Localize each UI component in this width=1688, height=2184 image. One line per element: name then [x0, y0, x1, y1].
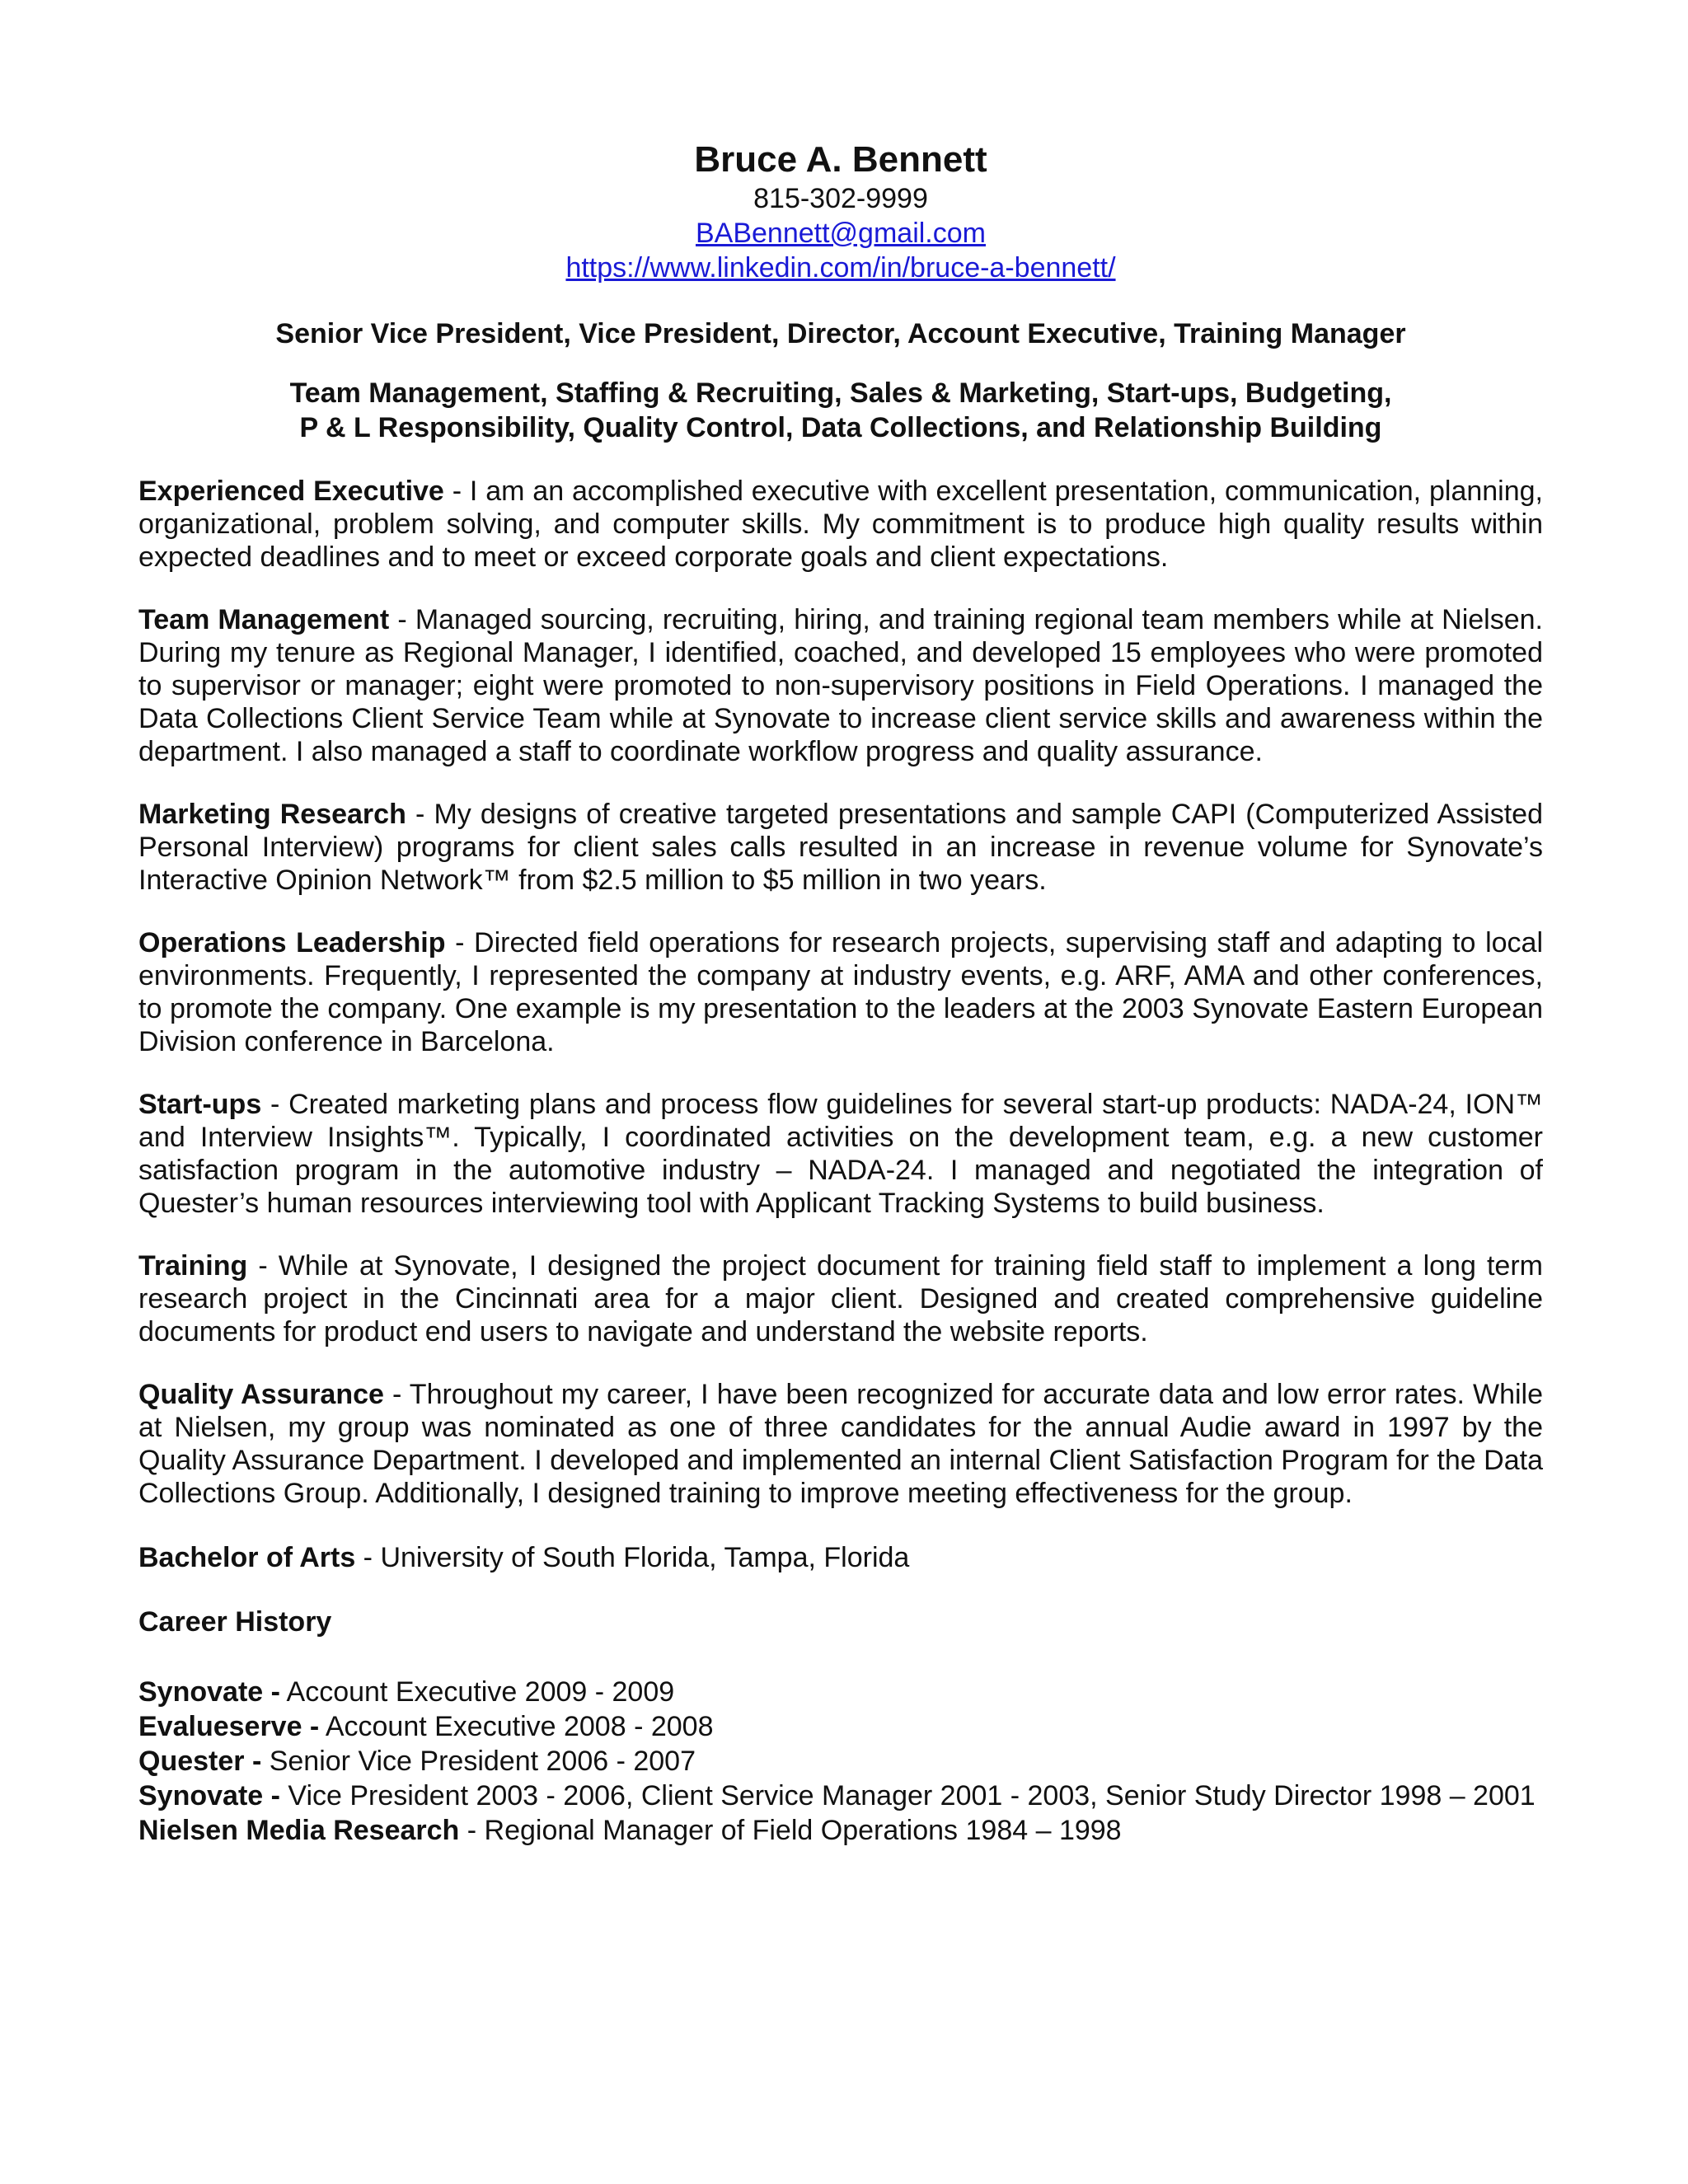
skills-summary — [138, 376, 1543, 445]
section-text: - My designs of creative targeted presentations and sample CAPI (Computerized Assisted Personal Interview) programs for client sales calls resulted in an increase in revenue volume for Synovate’s Interactive Opinion Network™ from $2.5 million to $5 million in two years. — [138, 799, 1543, 896]
career-history-list — [138, 1675, 1543, 1848]
section-heading: Training — [138, 1250, 248, 1282]
section-text: - Throughout my career, I have been recognized for accurate data and low error rates. While at Nielsen, my group was nominated as one of three candidates for the annual Audie award in 1997 by the Quality Assurance Department. I developed and implemented an internal Client Satisfaction Program for the Data Collections Group. Additionally, I designed training to improve meeting effectiveness for the group. — [138, 1379, 1543, 1509]
section-text: - I am an accomplished executive with excellent presentation, communication, planning, organizational, problem solving, and computer skills. My commitment is to produce high quality results within expected deadlines and to meet or exceed corporate goals and client expectations. — [138, 476, 1544, 573]
education-heading: Bachelor of Arts — [138, 1542, 356, 1573]
section-heading: Experienced Executive — [138, 476, 444, 507]
career-entry — [138, 1813, 1543, 1848]
section-heading: Marketing Research — [138, 799, 406, 830]
career-entry — [138, 1675, 1543, 1709]
career-history-heading: Career History — [138, 1606, 332, 1638]
career-company: Nielsen Media Research — [138, 1815, 460, 1846]
career-details: Vice President 2003 - 2006, Client Service Manager 2001 - 2003, Senior Study Director 1998 – 2001 — [279, 1780, 1536, 1811]
section-text: - Managed sourcing, recruiting, hiring, and training regional team members while at Nielsen. During my tenure as Regional Manager, I identified, coached, and developed 15 employees who were promoted to supervisor or manager; eight were promoted to non-supervisory positions in Field Operations. I managed the Data Collections Client Service Team while at Synovate to increase client service skills and awareness within the department. I also managed a staff to coordinate workflow progress and quality assurance. — [138, 604, 1543, 767]
career-company: Quester - — [138, 1746, 262, 1777]
career-entry — [138, 1779, 1543, 1813]
section-team-management — [138, 603, 1543, 768]
section-quality-assurance — [138, 1378, 1543, 1510]
section-heading: Start-ups — [138, 1089, 262, 1120]
skills-line-2: P & L Responsibility, Quality Control, Data Collections, and Relationship Building — [299, 412, 1382, 443]
candidate-name: Bruce A. Bennett — [694, 139, 987, 180]
section-experienced-executive — [138, 475, 1543, 574]
career-company: Synovate - — [138, 1780, 280, 1811]
career-entry — [138, 1744, 1543, 1779]
career-entry — [138, 1709, 1543, 1744]
section-training — [138, 1249, 1543, 1348]
career-company: Evalueserve - — [138, 1711, 320, 1742]
section-heading: Quality Assurance — [138, 1379, 384, 1410]
section-operations-leadership — [138, 926, 1543, 1058]
career-details: Account Executive 2009 - 2009 — [279, 1676, 675, 1708]
phone-number: 815-302-9999 — [753, 183, 928, 214]
section-marketing-research — [138, 798, 1543, 897]
career-company: Synovate - — [138, 1676, 280, 1708]
section-heading: Team Management — [138, 604, 390, 635]
education-text: - University of South Florida, Tampa, Florida — [355, 1542, 910, 1573]
section-heading: Operations Leadership — [138, 927, 446, 958]
section-text: - Created marketing plans and process flow guidelines for several start-up products: NADA-24, ION™ and Interview Insights™. Typically, I coordinated activities on the development team, e.g. a new customer satisfaction program in the automotive industry – NADA-24. I managed and negotiated the integration of Quester’s human resources interviewing tool with Applicant Tracking Systems to build business. — [138, 1089, 1543, 1219]
section-start-ups — [138, 1088, 1543, 1220]
resume-header — [138, 138, 1543, 285]
skills-line-1: Team Management, Staffing & Recruiting, Sales & Marketing, Start-ups, Budgeting, — [289, 377, 1392, 409]
target-titles: Senior Vice President, Vice President, Director, Account Executive, Training Manager — [275, 318, 1406, 349]
education — [138, 1541, 1543, 1574]
linkedin-link[interactable]: https://www.linkedin.com/in/bruce-a-bennett/ — [565, 252, 1116, 284]
career-details: - Regional Manager of Field Operations 1984 – 1998 — [459, 1815, 1122, 1846]
career-details: Account Executive 2008 - 2008 — [319, 1711, 714, 1742]
section-text: - While at Synovate, I designed the project document for training field staff to implement a long term research project in the Cincinnati area for a major client. Designed and created comprehensive guideline documents for product end users to navigate and understand the website reports. — [138, 1250, 1543, 1347]
career-details: Senior Vice President 2006 - 2007 — [261, 1746, 696, 1777]
email-link[interactable]: BABennett@gmail.com — [695, 218, 986, 249]
section-text: - Directed field operations for research projects, supervising staff and adapting to local environments. Frequently, I represented the company at industry events, e.g. ARF, AMA and other conferences, to promote the company. One example is my presentation to the leaders at the 2003 Synovate Eastern European Division conference in Barcelona. — [138, 927, 1543, 1057]
resume-page — [138, 138, 1543, 1848]
